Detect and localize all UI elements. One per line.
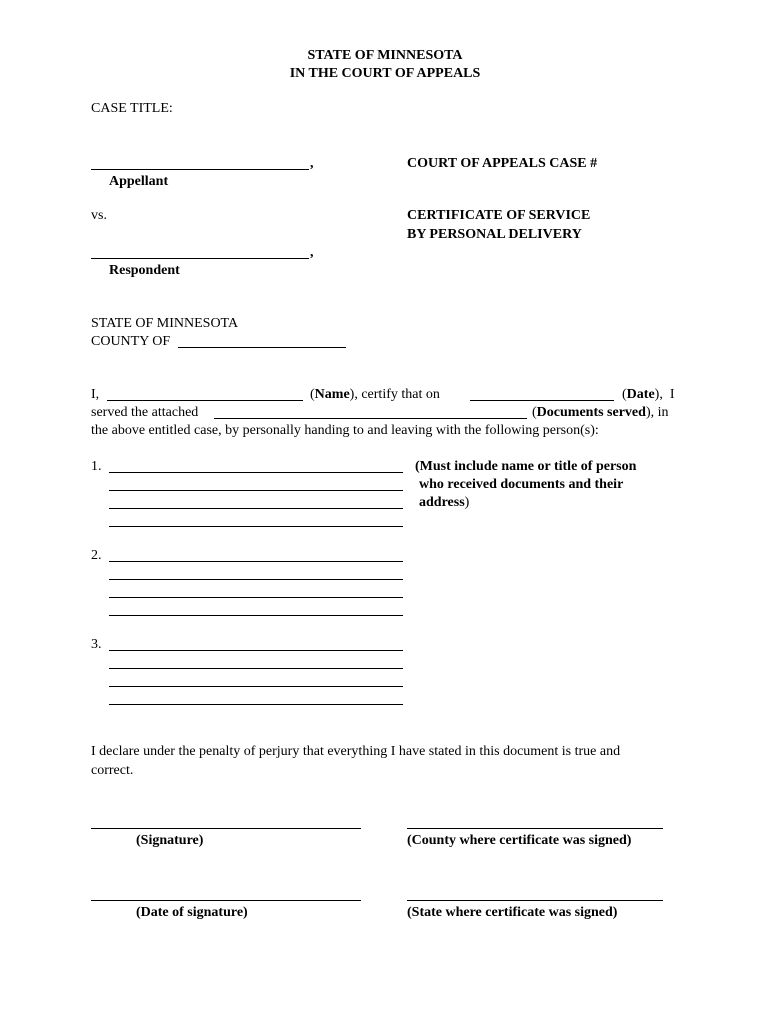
court-state-heading: STATE OF MINNESOTA <box>307 48 463 63</box>
persons-note-line3: address) <box>419 495 470 510</box>
court-name-heading: IN THE COURT OF APPEALS <box>289 66 481 81</box>
case-number-label: COURT OF APPEALS CASE # <box>407 156 598 171</box>
county-signed-label: (County where certificate was signed) <box>407 833 632 848</box>
certify-i: I, <box>91 387 100 402</box>
documents-served-label: (Documents served), in <box>532 405 669 420</box>
person-2-line-3[interactable] <box>109 597 403 598</box>
person-2-line-1[interactable] <box>109 561 403 562</box>
appellant-comma: , <box>310 156 314 171</box>
person-1-number: 1. <box>91 459 102 474</box>
certificate-title-line2: BY PERSONAL DELIVERY <box>407 227 582 242</box>
county-field-line[interactable] <box>178 347 346 348</box>
signature-date-line[interactable] <box>91 900 361 901</box>
declaration-line1: I declare under the penalty of perjury that everything I have stated in this document is true and <box>91 744 621 759</box>
persons-note-line2: who received documents and their <box>419 477 624 492</box>
person-3-number: 3. <box>91 637 102 652</box>
certifier-name-line[interactable] <box>107 400 303 401</box>
declaration-line2: correct. <box>91 763 134 778</box>
person-2-number: 2. <box>91 548 102 563</box>
documents-served-line[interactable] <box>214 418 527 419</box>
served-attached-text: served the attached <box>91 405 199 420</box>
person-3-line-3[interactable] <box>109 686 403 687</box>
name-certify-label: (Name), certify that on <box>310 387 440 402</box>
person-3-line-1[interactable] <box>109 650 403 651</box>
county-signed-line[interactable] <box>407 828 663 829</box>
signature-label: (Signature) <box>136 833 204 848</box>
person-3-line-4[interactable] <box>109 704 403 705</box>
venue-county-label: COUNTY OF <box>91 334 171 349</box>
case-title-label: CASE TITLE: <box>91 101 173 116</box>
service-date-line[interactable] <box>470 400 614 401</box>
appellant-label: Appellant <box>109 174 169 189</box>
person-1-line-4[interactable] <box>109 526 403 527</box>
body-line3: the above entitled case, by personally handing to and leaving with the following person(s): <box>91 423 599 438</box>
person-1-line-2[interactable] <box>109 490 403 491</box>
person-2-line-4[interactable] <box>109 615 403 616</box>
person-1-line-3[interactable] <box>109 508 403 509</box>
signature-line[interactable] <box>91 828 361 829</box>
state-signed-line[interactable] <box>407 900 663 901</box>
person-3-line-2[interactable] <box>109 668 403 669</box>
appellant-name-line[interactable] <box>91 169 309 170</box>
respondent-label: Respondent <box>109 263 180 278</box>
respondent-comma: , <box>310 245 314 260</box>
name-certify-text <box>310 388 470 402</box>
state-signed-label: (State where certificate was signed) <box>407 905 618 920</box>
respondent-name-line[interactable] <box>91 258 309 259</box>
persons-note-line1: (Must include name or title of person <box>415 459 637 474</box>
certificate-title-line1: CERTIFICATE OF SERVICE <box>407 208 591 223</box>
venue-state: STATE OF MINNESOTA <box>91 316 239 331</box>
person-2-line-2[interactable] <box>109 579 403 580</box>
signature-date-label: (Date of signature) <box>136 905 248 920</box>
versus-text: vs. <box>91 208 107 223</box>
person-1-line-1[interactable] <box>109 472 403 473</box>
date-label: (Date), I <box>622 387 675 402</box>
